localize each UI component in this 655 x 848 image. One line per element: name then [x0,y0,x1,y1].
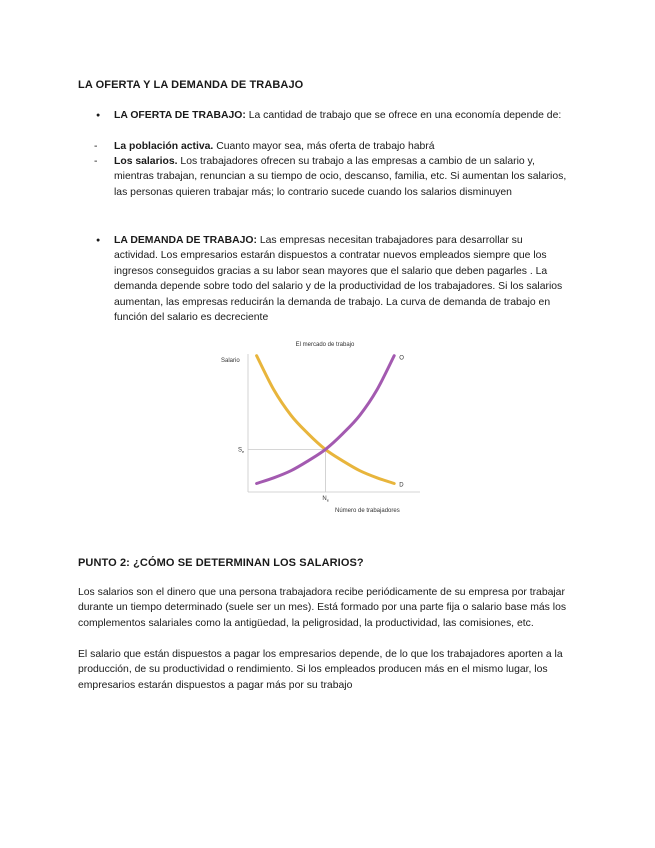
section-heading-punto-2: PUNTO 2: ¿CÓMO SE DETERMINAN LOS SALARIOS? [78,557,364,569]
demand-curve-label: D [399,482,404,489]
dash-marker: - [94,156,98,167]
demanda-label: LA DEMANDA DE TRABAJO: [114,235,257,246]
list-item-salarios [92,154,567,218]
y-axis-label: Salario [221,358,240,364]
labor-market-chart [215,336,440,518]
dash-marker: - [94,141,98,152]
x-axis-label: Número de trabajadores [335,508,400,514]
salarios-label: Los salarios. [114,156,178,167]
demanda-text: Las empresas necesitan trabajadores para desarrollar su actividad. Los empresarios estarán dispuestos a contratar nuevos empleados siempre que los ingresos conseguidos gracias a su labor sean mayores que el salario que deben pagarles . La demanda depende sobre todo del salario y de la productividad de los trabajadores. Si los salarios aumentan, las empresas reducirán la demanda de trabajo. La curva de demanda de trabajo en función del salario es decreciente [114,235,563,324]
paragraph-salarios-definicion: Los salarios son el dinero que una persona trabajadora recibe periódicamente de su empresa por trabajar durante un tiempo determinado (suele ser un mes). Está formado por una parte fija o salario base más los complementos salariales como la antigüedad, la peligrosidad, la productividad, las comisiones, etc. [78,587,567,629]
bullet-icon: ● [96,237,101,244]
poblacion-text: Cuanto mayor sea, más oferta de trabajo habrá [213,141,435,152]
paragraph-salarios-productividad: El salario que están dispuestos a pagar los empresarios depende, de lo que los trabajadores aporten a la producción, de su productividad o rendimiento. Si los empleados producen más en el mismo lugar, los empresarios estarán dispuestos a pagar más por su trabajo [78,649,563,691]
list-item-demanda [92,233,562,329]
poblacion-label: La población activa. [114,141,214,152]
salarios-text: Los trabajadores ofrecen su trabajo a las empresas a cambio de un salario y, mientras trabajan, renuncian a su tiempo de ocio, descanso, familia, etc. Si aumentan los salarios, las personas quieren trabajar más; lo contrario sucede cuando los salarios disminuyen [114,156,567,198]
oferta-label: LA OFERTA DE TRABAJO: [114,110,246,121]
chart-title: El mercado de trabajo [295,342,355,348]
list-item-oferta [92,108,562,140]
supply-curve-label: O [399,355,404,362]
equilibrium-workers-label: $N_e$ [322,496,329,503]
list-item-poblacion [92,139,562,155]
oferta-text: La cantidad de trabajo que se ofrece en una economía depende de: [245,110,562,121]
equilibrium-salary-label: $S_e$ [238,447,245,454]
bullet-icon: ● [96,112,101,119]
section-heading-oferta-demanda: LA OFERTA Y LA DEMANDA DE TRABAJO [78,79,304,91]
